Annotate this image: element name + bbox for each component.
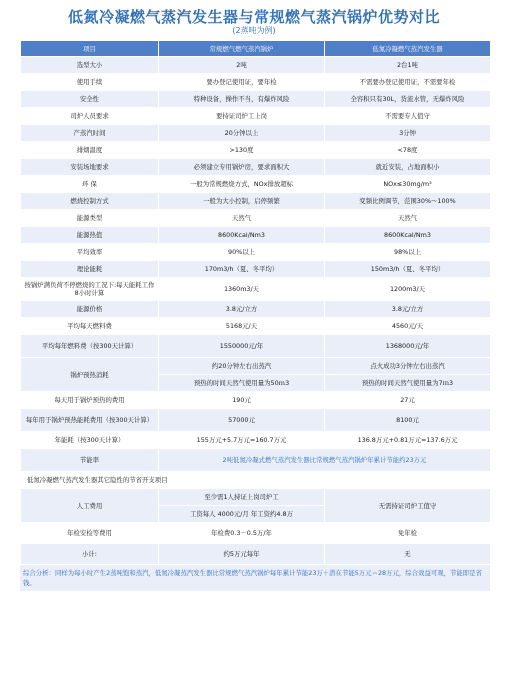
- row-label: 排烟温度: [21, 142, 159, 159]
- row-label: 理论能耗: [21, 261, 159, 278]
- cell-col1: 年检费0.3－0.5万/年: [159, 523, 325, 544]
- row-label: 锅炉预热消耗: [21, 358, 159, 392]
- cell-col2: 3分钟: [325, 125, 491, 142]
- row-label: 使用手续: [21, 74, 159, 91]
- cell-col2: 8100元: [325, 409, 491, 432]
- table-row: [21, 392, 491, 409]
- cell-col2: 免年检: [325, 523, 491, 544]
- table-row: [21, 193, 491, 210]
- table-row: [21, 318, 491, 335]
- table-row: [21, 57, 491, 74]
- row-label: 能源类型: [21, 210, 159, 227]
- table-row: [21, 335, 491, 358]
- cell-col2: 1200m3/天: [325, 278, 491, 301]
- cell-col2: 4560元/天: [325, 318, 491, 335]
- cell-col1: 一般为大小控制，启停频繁: [159, 193, 325, 210]
- header-item: 项目: [21, 41, 159, 57]
- row-label: 平均效率: [21, 244, 159, 261]
- row-label: 选型大小: [21, 57, 159, 74]
- page-title: 低氮冷凝燃气蒸汽发生器与常规燃气蒸汽锅炉优势对比: [67, 8, 440, 26]
- cell-col2: 150m3/h（夏、冬平均）: [325, 261, 491, 278]
- table-row: [21, 91, 491, 108]
- cell-col1: 预热的时间天然气使用量为50ｍ3: [159, 375, 325, 392]
- page-subtitle: (2蒸吨为例): [232, 26, 276, 35]
- cell-col1: 至少需1人持证上岗司炉工: [159, 489, 325, 506]
- row-label: 年能耗（按300天计算）: [21, 432, 159, 449]
- table-row-saving: [21, 449, 491, 472]
- cell-col2: 天然气: [325, 210, 491, 227]
- cell-col1: 特种设备，操作不当，有爆炸风险: [159, 91, 325, 108]
- table-row-inspection: [21, 523, 491, 544]
- cell-col1: 一般为常规燃烧方式，NOx排放超标: [159, 176, 325, 193]
- cell-col1: 要办登记使用证，要年检: [159, 74, 325, 91]
- cell-col1: 1360m3/天: [159, 278, 325, 301]
- table-row: [21, 244, 491, 261]
- cell-col2: 不需要办登记使用证，不需要年检: [325, 74, 491, 91]
- table-row: [21, 301, 491, 318]
- row-label: 安全性: [21, 91, 159, 108]
- table-row: [21, 74, 491, 91]
- table-row: [21, 210, 491, 227]
- row-label: 平均每天燃料费: [21, 318, 159, 335]
- cell-col1: 要持证司炉工上岗: [159, 108, 325, 125]
- cell-col2: 无: [325, 544, 491, 565]
- table-header-row: [21, 41, 491, 57]
- row-label: 能源热值: [21, 227, 159, 244]
- row-label: 产蒸汽时间: [21, 125, 159, 142]
- table-row: [21, 142, 491, 159]
- row-label: 每天用于锅炉预热的费用: [21, 392, 159, 409]
- table-row: [21, 108, 491, 125]
- cell-col2: 136.8万元+0.81万元=137.6万元: [325, 432, 491, 449]
- table-row: [21, 159, 491, 176]
- cell-col1: 170m3/h（夏、冬平均）: [159, 261, 325, 278]
- row-label: 燃烧控制方式: [21, 193, 159, 210]
- cell-col1: 20分钟以上: [159, 125, 325, 142]
- cell-col2: 不需要专人值守: [325, 108, 491, 125]
- cell-col2: 2台1吨: [325, 57, 491, 74]
- row-label: 每年用于锅炉预热能耗费用（按300天计算）: [21, 409, 159, 432]
- cell-col1: 工资每人 4000元/月 年工资约4.8万: [159, 506, 325, 523]
- cell-col1: 155万元+5.7万元=160.7万元: [159, 432, 325, 449]
- cell-col1: 90%以上: [159, 244, 325, 261]
- cell-col2: 1368000元/年: [325, 335, 491, 358]
- cell-col2: 预热的时间天然气使用量为7ｍ3: [325, 375, 491, 392]
- table-row: [21, 432, 491, 449]
- table-row: [21, 227, 491, 244]
- row-label: 小计:: [21, 544, 159, 565]
- row-label: 能源价格: [21, 301, 159, 318]
- cell-col2: 8600Kcal/Nm3: [325, 227, 491, 244]
- cell-col2: 全容积只有30L，货流水管，无爆炸风险: [325, 91, 491, 108]
- cell-col2: NOx≤30mg/m³: [325, 176, 491, 193]
- cell-col2: 就近安装，占地面积小: [325, 159, 491, 176]
- cell-col1: 1550000元/年: [159, 335, 325, 358]
- cell-col2: <78度: [325, 142, 491, 159]
- row-label: 按锅炉满负荷不停燃烧的工况下:每天能耗工作8小时计算: [21, 278, 159, 301]
- cell-col1: 2吨: [159, 57, 325, 74]
- table-row-labor: [21, 489, 491, 506]
- cell-col2: 3.8元/立方: [325, 301, 491, 318]
- row-label: 平均每年燃料费（按300天计算）: [21, 335, 159, 358]
- header-col2: 低氮冷凝燃气蒸汽发生器: [325, 41, 491, 57]
- conclusion-text: 综合分析：同样为每小时产生2蒸吨饱和蒸汽，低氮冷凝蒸汽发生器比常规燃气蒸汽锅炉每年累计节能23万＋潜在节能5万元＝28万元，综合效益可观，节能即是省钱。: [20, 565, 490, 591]
- row-label: 年检安检等费用: [21, 523, 159, 544]
- cell-col2: 点火成功3分钟左右出蒸汽: [325, 358, 491, 375]
- cell-col2: 27元: [325, 392, 491, 409]
- cell-col1: 190元: [159, 392, 325, 409]
- row-label: 司炉人员要求: [21, 108, 159, 125]
- cell-col1: 约20分钟左右出蒸汽: [159, 358, 325, 375]
- cell-col1: >130度: [159, 142, 325, 159]
- other-savings-note: 低氮冷凝燃气蒸汽发生器其它隐性的节省开支项目: [21, 472, 491, 489]
- comparison-table: [20, 40, 491, 565]
- cell-col2: 98%以上: [325, 244, 491, 261]
- row-label: 人工费用: [21, 489, 159, 523]
- table-row: [21, 261, 491, 278]
- table-row-other: [21, 472, 491, 489]
- cell-col2: 无需持证司炉工值守: [325, 489, 491, 523]
- table-row: [21, 125, 491, 142]
- table-row: [21, 409, 491, 432]
- table-row: [21, 176, 491, 193]
- cell-col2: 变频比例调节，范围30%～100%: [325, 193, 491, 210]
- row-label: 环 保: [21, 176, 159, 193]
- cell-col1: 3.8元/立方: [159, 301, 325, 318]
- saving-text: 2吨低氮冷凝式燃气蒸汽发生器比常规燃气蒸汽锅炉年累计节能约23万元: [159, 449, 491, 472]
- cell-col1: 57000元: [159, 409, 325, 432]
- cell-col1: 必须建立专用锅炉房，要求面积大: [159, 159, 325, 176]
- cell-col1: 天然气: [159, 210, 325, 227]
- row-label: 安装场地要求: [21, 159, 159, 176]
- table-row: [21, 278, 491, 301]
- cell-col1: 8600Kcal/Nm3: [159, 227, 325, 244]
- table-row-preheat: [21, 358, 491, 375]
- cell-col1: 约5万元每年: [159, 544, 325, 565]
- row-label: 节能率: [21, 449, 159, 472]
- header-col1: 常规燃气燃气蒸汽锅炉: [159, 41, 325, 57]
- table-row-subtotal: [21, 544, 491, 565]
- cell-col1: 5168元/天: [159, 318, 325, 335]
